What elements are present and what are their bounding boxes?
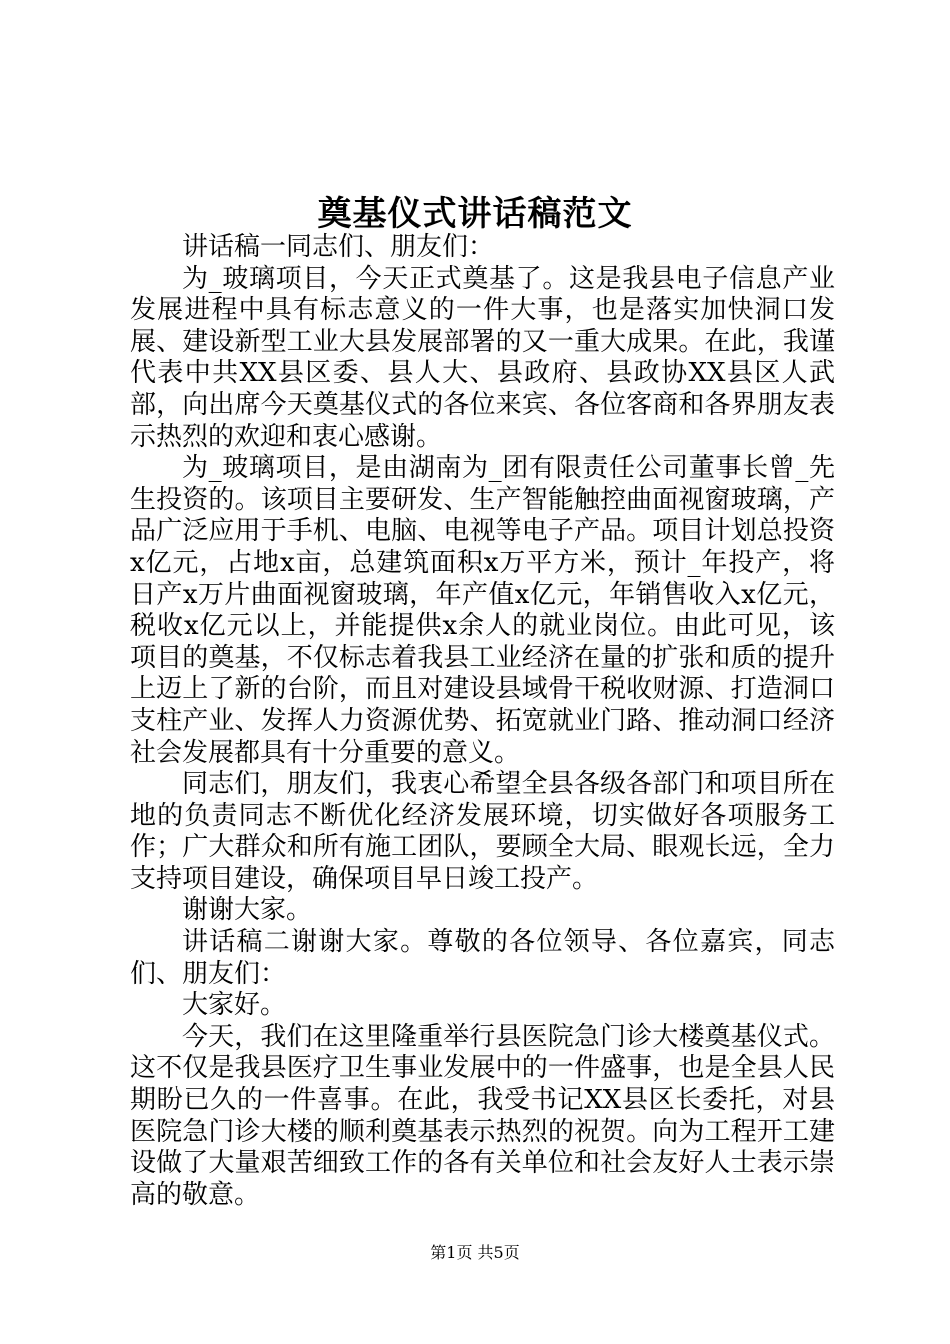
document-title: 奠基仪式讲话稿范文	[317, 194, 633, 234]
paragraph: 今天，我们在这里隆重举行县医院急门诊大楼奠基仪式。这不仅是我县医疗卫生事业发展中的一件盛事，也是全县人民期盼已久的一件喜事。在此，我受书记XX县区长委托，对县医院急门诊大楼的顺利奠基表示热烈的祝贺。向为工程开工建设做了大量艰苦细致工作的各有关单位和社会友好人士表示崇高的敬意。	[130, 1021, 835, 1210]
paragraph: 讲话稿二谢谢大家。尊敬的各位领导、各位嘉宾，同志们、朋友们：	[130, 927, 835, 989]
paragraph: 为_玻璃项目，今天正式奠基了。这是我县电子信息产业发展进程中具有标志意义的一件大事，也是落实加快洞口发展、建设新型工业大县发展部署的又一重大成果。在此，我谨代表中共XX县区委、县人大、县政府、县政协XX县区人武部，向出席今天奠基仪式的各位来宾、各位客商和各界朋友表示热烈的欢迎和衷心感谢。	[130, 263, 835, 452]
page-footer: 第1页 共5页	[430, 1243, 520, 1262]
paragraph: 同志们，朋友们，我衷心希望全县各级各部门和项目所在地的负责同志不断优化经济发展环境，切实做好各项服务工作；广大群众和所有施工团队，要顾全大局、眼观长远，全力支持项目建设，确保项目早日竣工投产。	[130, 769, 835, 894]
paragraph: 为_玻璃项目，是由湖南为_团有限责任公司董事长曾_先生投资的。该项目主要研发、生产智能触控曲面视窗玻璃，产品广泛应用于手机、电脑、电视等电子产品。项目计划总投资x亿元，占地x亩，总建筑面积x万平方米，预计_年投产，将日产x万片曲面视窗玻璃，年产值x亿元，年销售收入x亿元，税收x亿元以上，并能提供x余人的就业岗位。由此可见，该项目的奠基，不仅标志着我县工业经济在量的扩张和质的提升上迈上了新的台阶，而且对建设县域骨干税收财源、打造洞口支柱产业、发挥人力资源优势、拓宽就业门路、推动洞口经济社会发展都具有十分重要的意义。	[130, 453, 835, 768]
paragraph: 谢谢大家。	[182, 895, 313, 926]
paragraph: 大家好。	[182, 990, 287, 1021]
paragraph: 讲话稿一同志们、朋友们：	[182, 232, 495, 262]
document-body	[130, 232, 835, 1211]
